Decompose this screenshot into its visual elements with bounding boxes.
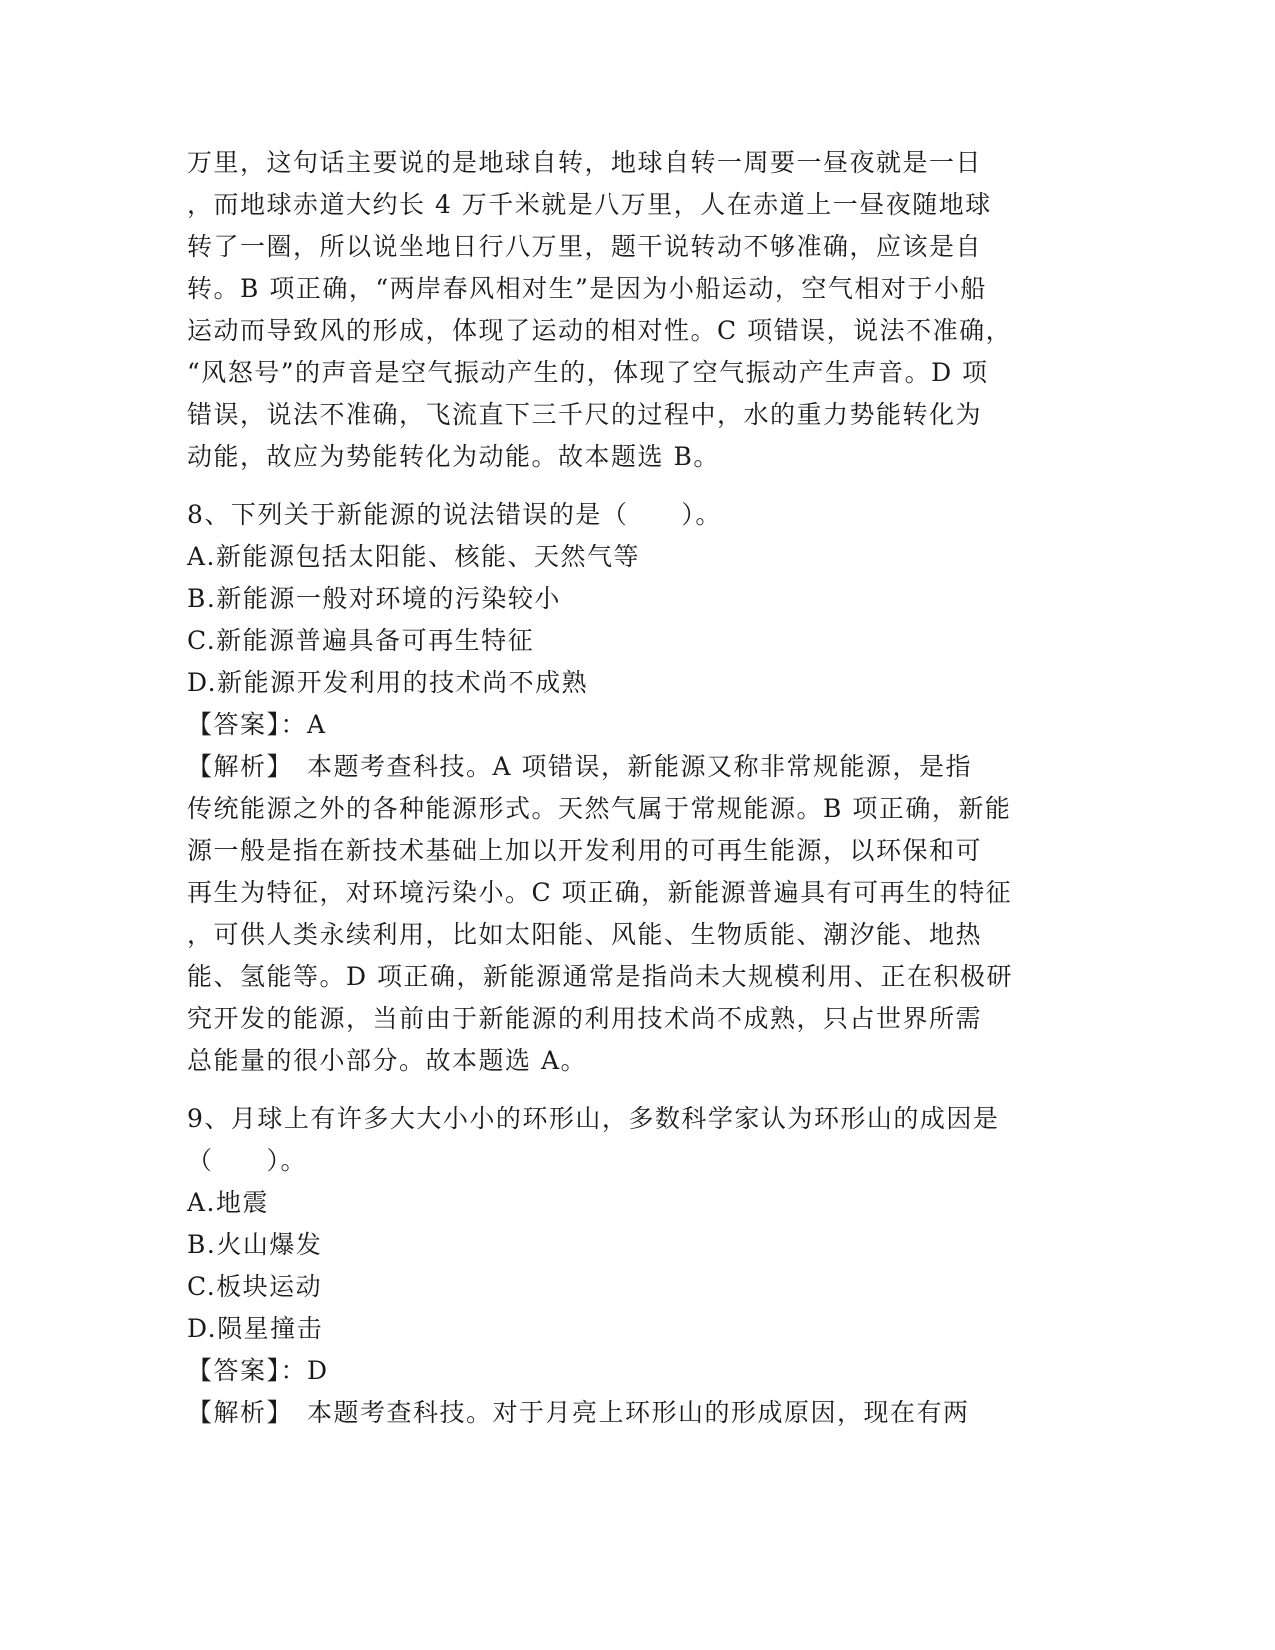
analysis-continuation-line: 运动而导致风的形成，体现了运动的相对性。C 项错误，说法不准确， <box>187 316 1013 345</box>
analysis-continuation-line: 转了一圈，所以说坐地日行八万里，题干说转动不够准确，应该是自 <box>187 232 983 261</box>
question-8-analysis-line: 再生为特征，对环境污染小。C 项正确，新能源普遍具有可再生的特征 <box>187 878 1013 907</box>
question-9-option-a: A.地震 <box>187 1188 270 1217</box>
question-8-answer: 【答案】：A <box>187 710 327 739</box>
question-9-stem: 9、月球上有许多大大小小的环形山，多数科学家认为环形山的成因是 <box>187 1104 1000 1133</box>
question-8-analysis-line: 究开发的能源，当前由于新能源的利用技术尚不成熟，只占世界所需 <box>187 1004 983 1033</box>
analysis-continuation-line: 万里，这句话主要说的是地球自转，地球自转一周要一昼夜就是一日 <box>187 148 983 177</box>
question-8-option-c: C.新能源普遍具备可再生特征 <box>187 626 535 655</box>
question-8-option-a: A.新能源包括太阳能、核能、天然气等 <box>187 542 641 571</box>
question-9-option-d: D.陨星撞击 <box>187 1314 324 1343</box>
analysis-continuation-line: “风怒号”的声音是空气振动产生的，体现了空气振动产生声音。D 项 <box>187 358 989 387</box>
question-9-answer: 【答案】：D <box>187 1356 329 1385</box>
question-9-analysis-line: 【解析】 本题考查科技。对于月亮上环形山的形成原因，现在有两 <box>187 1398 970 1427</box>
question-8-option-b: B.新能源一般对环境的污染较小 <box>187 584 561 613</box>
question-8-analysis-line: 【解析】 本题考查科技。A 项错误，新能源又称非常规能源，是指 <box>187 752 973 781</box>
question-8-option-d: D.新能源开发利用的技术尚不成熟 <box>187 668 589 697</box>
question-8-stem: 8、下列关于新能源的说法错误的是（ ）。 <box>187 500 722 529</box>
analysis-continuation-line: 动能，故应为势能转化为动能。故本题选 B。 <box>187 442 720 471</box>
question-9-option-b: B.火山爆发 <box>187 1230 323 1259</box>
question-8-analysis-line: 传统能源之外的各种能源形式。天然气属于常规能源。B 项正确，新能 <box>187 794 1012 823</box>
analysis-continuation-line: 错误，说法不准确，飞流直下三千尺的过程中，水的重力势能转化为 <box>187 400 983 429</box>
question-8-analysis-line: 能、氢能等。D 项正确，新能源通常是指尚未大规模利用、正在积极研 <box>187 962 1013 991</box>
question-9-stem: （ ）。 <box>187 1146 308 1175</box>
question-8-analysis-line: 源一般是指在新技术基础上加以开发利用的可再生能源，以环保和可 <box>187 836 983 865</box>
analysis-continuation-line: ，而地球赤道大约长 4 万千米就是八万里，人在赤道上一昼夜随地球 <box>187 190 992 219</box>
question-9-option-c: C.板块运动 <box>187 1272 323 1301</box>
question-8-analysis-line: ，可供人类永续利用，比如太阳能、风能、生物质能、潮汐能、地热 <box>187 920 983 949</box>
analysis-continuation-line: 转。B 项正确，“两岸春风相对生”是因为小船运动，空气相对于小船 <box>187 274 987 303</box>
question-8-analysis-line: 总能量的很小部分。故本题选 A。 <box>187 1046 588 1075</box>
